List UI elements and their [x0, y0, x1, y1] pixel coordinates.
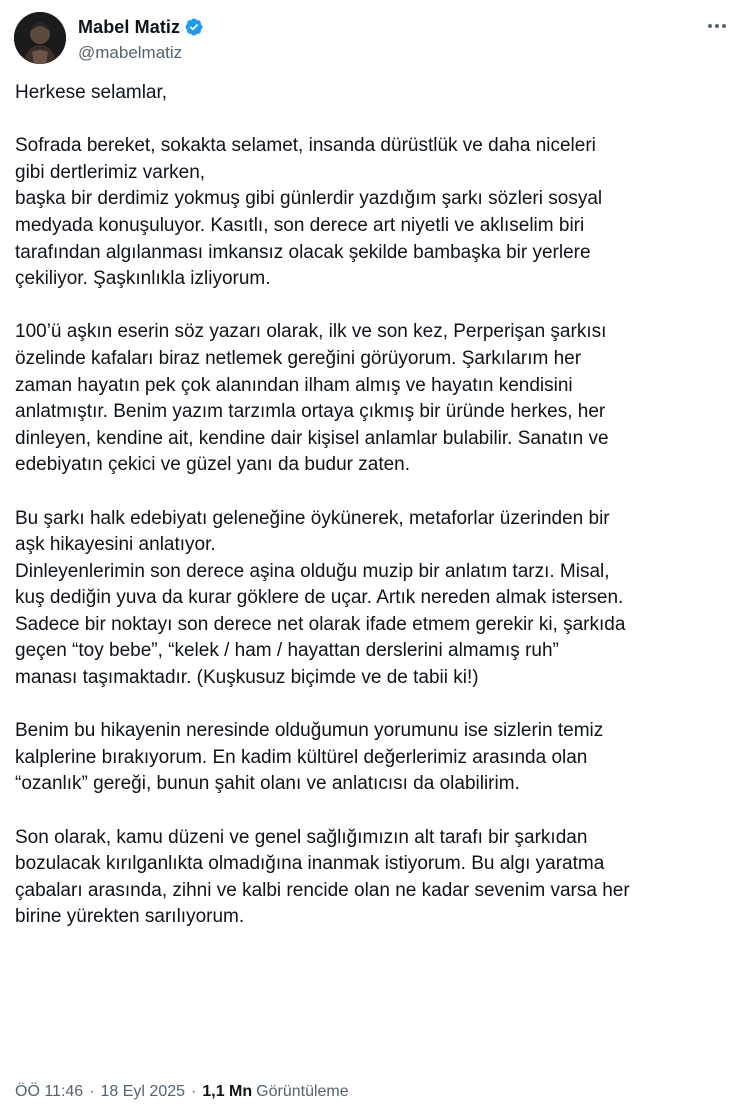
more-horizontal-icon [708, 24, 712, 28]
tweet-time[interactable]: ÖÖ 11:46 [15, 1083, 84, 1100]
views-label[interactable]: Görüntüleme [256, 1083, 349, 1100]
views-count[interactable]: 1,1 Mn [202, 1083, 253, 1100]
verified-badge-icon[interactable] [184, 17, 204, 37]
tweet-header [14, 12, 736, 68]
tweet-paragraph: Sofrada bereket, sokakta selamet, insanda dürüstlük ve daha niceleri gibi dertlerimiz varken, başka bir derdimiz yokmuş gibi günlerdir yazdığım şarkı sözleri sosyal medyada konuşuluyor. Kasıtlı, son derece art niyetli ve aklıselim biri tarafından algılanması imkansız olacak şekilde bambaşka bir yerlere çekiliyor. Şaşkınlıkla izliyorum. [15, 135, 603, 290]
display-name[interactable]: Mabel Matiz [78, 16, 181, 37]
meta-separator: · [89, 1083, 95, 1100]
user-handle[interactable]: @mabelmatiz [78, 43, 183, 62]
tweet-paragraph: Herkese selamlar, [15, 82, 168, 103]
avatar[interactable] [14, 12, 66, 64]
tweet-paragraph: Benim bu hikayenin neresinde olduğumun yorumunu ise sizlerin temiz kalplerine bırakıyorum. En kadim kültürel değerlerimiz arasında olan “ozanlık” gereği, bunun şahit olanı ve anlatıcısı da olabilirim. [15, 720, 604, 795]
tweet-text [15, 80, 737, 931]
meta-separator: · [191, 1083, 197, 1100]
profile-photo-icon [14, 12, 66, 64]
tweet-meta [15, 1083, 349, 1101]
tweet-date[interactable]: 18 Eyl 2025 [100, 1083, 186, 1100]
tweet-paragraph: 100’ü aşkın eserin söz yazarı olarak, ilk ve son kez, Perperişan şarkısı özelinde kafaları biraz netlemek gereğini görüyorum. Şarkılarım her zaman hayatın pek çok alanından ilham almış ve hayatın kendisini anlatmıştır. Benim yazım tarzımla ortaya çıkmış bir üründe herkes, her dinleyen, kendine ait, kendine dair kişisel anlamlar bulabilir. Sanatın ve edebiyatın çekici ve güzel yanı da budur zaten. [15, 321, 609, 476]
tweet-paragraph: Son olarak, kamu düzeni ve genel sağlığımızın alt tarafı bir şarkıdan bozulacak kırılganlıkta olmadığına inanmak istiyorum. Bu algı yaratma çabaları arasında, zihni ve kalbi rencide olan ne kadar sevenim varsa her birine yürekten sarılıyorum. [15, 826, 630, 928]
tweet-paragraph: Bu şarkı halk edebiyatı geleneğine öykünerek, metaforlar üzerinden bir aşk hikayesini anlatıyor. Dinleyenlerimin son derece aşina olduğu muzip bir anlatım tarzı. Misal, kuş dediğin yuva da kurar göklere de uçar. Artık nereden almak istersen. Sadece bir noktayı son derece net olarak ifade etmem gerekir ki, şarkıda geçen “toy bebe”, “kelek / ham / hayattan derslerini almamış ruh” manası taşımaktadır. (Kuşkusuz biçimde ve de tabii ki!) [15, 507, 626, 689]
more-options-button[interactable] [702, 14, 732, 38]
